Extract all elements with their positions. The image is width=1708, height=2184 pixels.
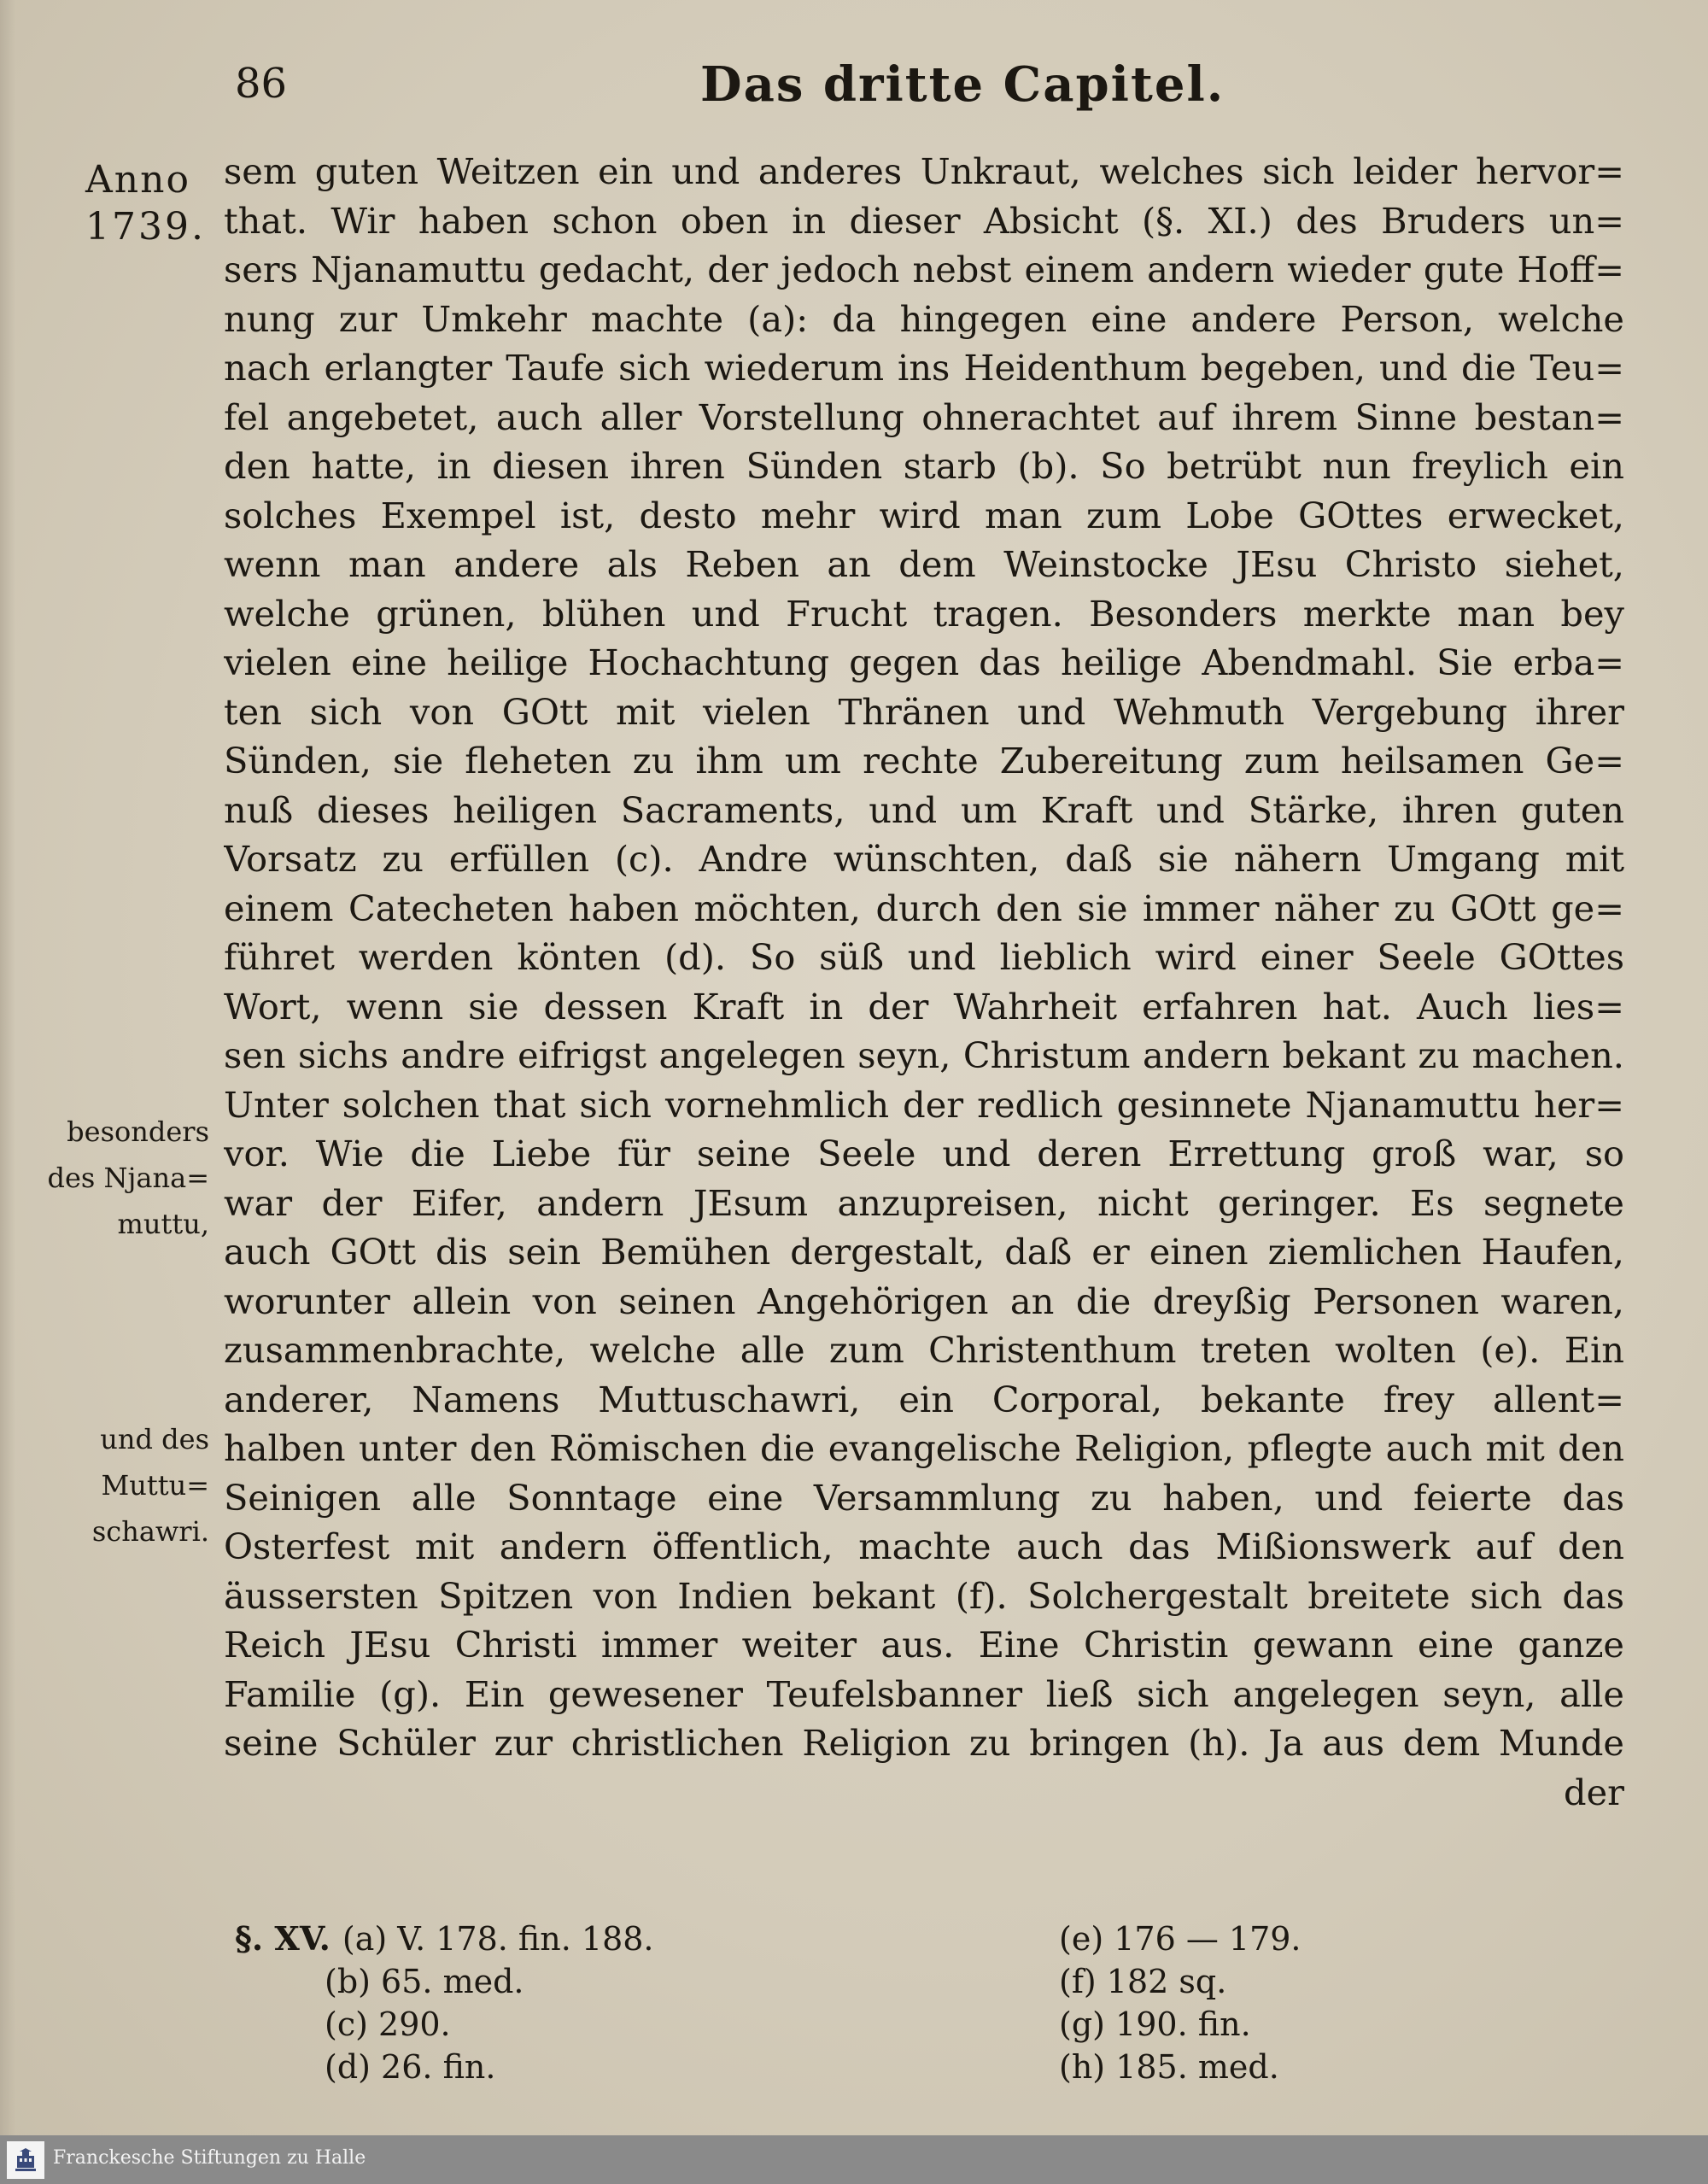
- main-text: [224, 147, 1624, 1817]
- foundation-logo-icon: [7, 2141, 44, 2179]
- text-line: worunter allein von seinen Angehörigen an die dreyßig Personen waren,: [224, 1279, 1624, 1322]
- margin-note-line: Muttu=: [101, 1469, 209, 1502]
- footnote-ref: (d) 26. fin.: [325, 2048, 496, 2086]
- text-line: Unter solchen that sich vornehmlich der redlich gesinnete Njanamuttu her=: [224, 1083, 1624, 1126]
- text-line: Vorsatz zu erfüllen (c). Andre wünschten, daß sie nähern Umgang mit: [224, 838, 1624, 880]
- text-line: vor. Wie die Liebe für seine Seele und deren Errettung groß war, so: [224, 1133, 1624, 1174]
- text-line: solches Exempel ist, desto mehr wird man zum Lobe GOttes erwecket,: [224, 494, 1624, 536]
- text-line: that. Wir haben schon oben in dieser Absicht (§. XI.) des Bruders un=: [224, 199, 1624, 242]
- footnote-ref: (g) 190. fin.: [1059, 2005, 1251, 2043]
- margin-note-line: schawri.: [91, 1515, 209, 1548]
- footnote-ref: (b) 65. med.: [325, 1963, 524, 2000]
- text-line: halben unter den Römischen die evangelische Religion, pflegte auch mit den: [224, 1427, 1624, 1469]
- footnote-ref: (e) 176 — 179.: [1059, 1920, 1301, 1958]
- text-line: Sünden, sie fleheten zu ihm um rechte Zubereitung zum heilsamen Ge=: [224, 740, 1624, 782]
- margin-note-line: und des: [100, 1423, 209, 1455]
- text-line: war der Eifer, andern JEsum anzupreisen, nicht geringer. Es segnete: [224, 1181, 1624, 1224]
- text-line: nuß dieses heiligen Sacraments, und um Kraft und Stärke, ihren guten: [224, 788, 1624, 831]
- text-line: ten sich von GOtt mit vielen Thränen und Wehmuth Vergebung ihrer: [224, 690, 1624, 733]
- text-line: welche grünen, blühen und Frucht tragen. Besonders merkte man bey: [224, 592, 1624, 635]
- margin-note-njanamuttu: [26, 1109, 209, 1247]
- text-line: wenn man andere als Reben an dem Weinstocke JEsu Christo siehet,: [224, 543, 1624, 585]
- text-line: fel angebetet, auch aller Vorstellung ohnerachtet auf ihrem Sinne bestan=: [224, 395, 1624, 438]
- text-line: nung zur Umkehr machte (a): da hingegen eine andere Person, welche: [224, 297, 1624, 340]
- text-line: Familie (g). Ein gewesener Teufelsbanner ließ sich angelegen seyn, alle: [224, 1672, 1624, 1715]
- text-line: äussersten Spitzen von Indien bekant (f). Solchergestalt breitete sich das: [224, 1574, 1624, 1617]
- text-line: führet werden könten (d). So süß und lieblich wird einer Seele GOttes: [224, 936, 1624, 978]
- footnotes-right-column: [1059, 1918, 1301, 2088]
- footer-bar: [0, 2135, 1708, 2184]
- margin-note-line: besonders: [67, 1115, 209, 1148]
- text-line: sen sichs andre eifrigst angelegen seyn, Christum andern bekant zu machen.: [224, 1034, 1624, 1076]
- text-line: sers Njanamuttu gedacht, der jedoch nebst einem andern wieder gute Hoff=: [224, 249, 1624, 290]
- footnote-ref: (f) 182 sq.: [1059, 1963, 1227, 2000]
- margin-note-line: des Njana=: [47, 1162, 209, 1194]
- footnote-ref: (a) V. 178. fin. 188.: [342, 1920, 654, 1958]
- foundation-logo-icon-graphic: [13, 2147, 38, 2173]
- running-title: Das dritte Capitel.: [700, 56, 1225, 113]
- margin-year-value: 1739.: [85, 205, 206, 249]
- margin-note-muttuschawri: [26, 1416, 209, 1555]
- text-line: anderer, Namens Muttuschawri, ein Corporal, bekante frey allent=: [224, 1378, 1624, 1420]
- text-line: nach erlangter Taufe sich wiederum ins Heidenthum begeben, und die Teu=: [224, 347, 1624, 389]
- footnote-line: [235, 1918, 654, 1960]
- text-line: zusammenbrachte, welche alle zum Christenthum treten wolten (e). Ein: [224, 1329, 1624, 1371]
- text-line: den hatte, in diesen ihren Sünden starb (b). So betrübt nun freylich ein: [224, 445, 1624, 487]
- footer-institution-name: Franckesche Stiftungen zu Halle: [53, 2147, 366, 2169]
- catchword: der: [1564, 1771, 1624, 1813]
- page-number: 86: [235, 60, 288, 108]
- margin-year-label: Anno: [85, 158, 190, 202]
- text-line: Seinigen alle Sonntage eine Versammlung zu haben, und feierte das: [224, 1476, 1624, 1519]
- text-line: vielen eine heilige Hochachtung gegen das heilige Abendmahl. Sie erba=: [224, 641, 1624, 683]
- text-line: seine Schüler zur christlichen Religion zu bringen (h). Ja aus dem Munde: [224, 1722, 1624, 1764]
- text-line: Reich JEsu Christi immer weiter aus. Eine Christin gewann eine ganze: [224, 1624, 1624, 1666]
- text-line: sem guten Weitzen ein und anderes Unkraut, welches sich leider hervor=: [224, 150, 1624, 192]
- margin-note-line: muttu,: [117, 1208, 209, 1240]
- text-line: auch GOtt dis sein Bemühen dergestalt, daß er einen ziemlichen Haufen,: [224, 1231, 1624, 1273]
- footnote-ref: (h) 185. med.: [1059, 2048, 1279, 2086]
- footnote-section-mark: §. XV.: [235, 1919, 330, 1958]
- footnotes-left-column: [235, 1918, 654, 2088]
- text-line: einem Catecheten haben möchten, durch den sie immer näher zu GOtt ge=: [224, 887, 1624, 929]
- text-line: Osterfest mit andern öffentlich, machte auch das Mißionswerk auf den: [224, 1525, 1624, 1567]
- footnote-ref: (c) 290.: [325, 2005, 451, 2043]
- text-line: Wort, wenn sie dessen Kraft in der Wahrheit erfahren hat. Auch lies=: [224, 985, 1624, 1028]
